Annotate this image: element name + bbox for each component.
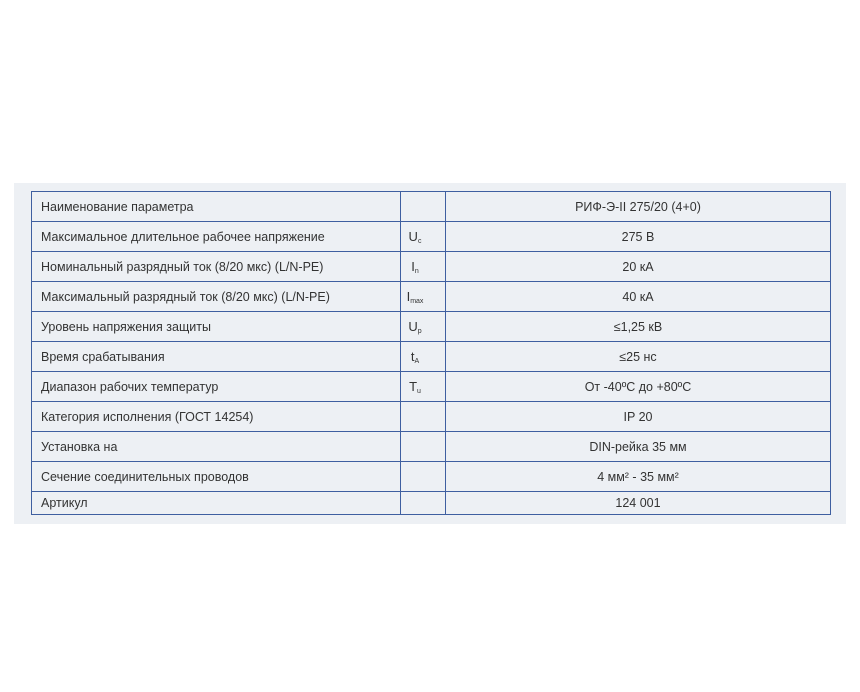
symbol-cell xyxy=(401,432,446,462)
param-name-cell: Артикул xyxy=(32,492,401,515)
symbol-subscript: u xyxy=(417,388,421,395)
symbol-cell xyxy=(401,282,446,312)
value-cell: 4 мм² - 35 мм² xyxy=(446,462,831,492)
symbol-subscript: p xyxy=(417,328,422,335)
table-row xyxy=(32,372,831,402)
value-cell: IP 20 xyxy=(446,402,831,432)
symbol-cell xyxy=(401,252,446,282)
symbol-subscript: n xyxy=(414,268,419,275)
value-cell: ≤25 нс xyxy=(446,342,831,372)
symbol-letter: U xyxy=(408,229,418,244)
table-row xyxy=(32,222,831,252)
symbol-letter: U xyxy=(408,319,418,334)
param-name-cell: Сечение соединительных проводов xyxy=(32,462,401,492)
symbol-cell xyxy=(401,492,446,515)
value-cell: 124 001 xyxy=(446,492,831,515)
param-name-cell: Уровень напряжения защиты xyxy=(32,312,401,342)
value-cell: ≤1,25 кВ xyxy=(446,312,831,342)
symbol-cell xyxy=(401,462,446,492)
table-row xyxy=(32,462,831,492)
table-row xyxy=(32,282,831,312)
symbol-subscript: c xyxy=(417,238,422,245)
symbol-subscript: max xyxy=(410,298,424,305)
symbol-cell xyxy=(401,372,446,402)
table-row xyxy=(32,252,831,282)
param-name-cell: Категория исполнения (ГОСТ 14254) xyxy=(32,402,401,432)
symbol-subscript: A xyxy=(414,358,420,365)
value-cell: 20 кА xyxy=(446,252,831,282)
param-name-cell: Максимальный разрядный ток (8/20 мкс) (L/N-PE) xyxy=(32,282,401,312)
param-name-cell: Установка на xyxy=(32,432,401,462)
symbol-cell xyxy=(401,222,446,252)
symbol-cell xyxy=(401,192,446,222)
symbol-letter: T xyxy=(409,379,418,394)
table-row xyxy=(32,432,831,462)
value-cell: РИФ-Э-II 275/20 (4+0) xyxy=(446,192,831,222)
value-cell: 275 В xyxy=(446,222,831,252)
table-row xyxy=(32,312,831,342)
table-row xyxy=(32,402,831,432)
symbol-cell xyxy=(401,312,446,342)
value-cell: От -40ºC до +80ºC xyxy=(446,372,831,402)
param-name-cell: Время срабатывания xyxy=(32,342,401,372)
symbol-cell xyxy=(401,342,446,372)
symbol-letter: I xyxy=(411,259,415,274)
param-name-cell: Наименование параметра xyxy=(32,192,401,222)
table-row xyxy=(32,342,831,372)
table-row xyxy=(32,192,831,222)
symbol-letter: I xyxy=(406,289,411,304)
param-name-cell: Номинальный разрядный ток (8/20 мкс) (L/N-PE) xyxy=(32,252,401,282)
value-cell: DIN-рейка 35 мм xyxy=(446,432,831,462)
table-row xyxy=(32,492,831,515)
symbol-letter: t xyxy=(410,349,415,364)
specifications-table xyxy=(31,191,831,515)
value-cell: 40 кА xyxy=(446,282,831,312)
param-name-cell: Максимальное длительное рабочее напряжение xyxy=(32,222,401,252)
symbol-cell xyxy=(401,402,446,432)
param-name-cell: Диапазон рабочих температур xyxy=(32,372,401,402)
